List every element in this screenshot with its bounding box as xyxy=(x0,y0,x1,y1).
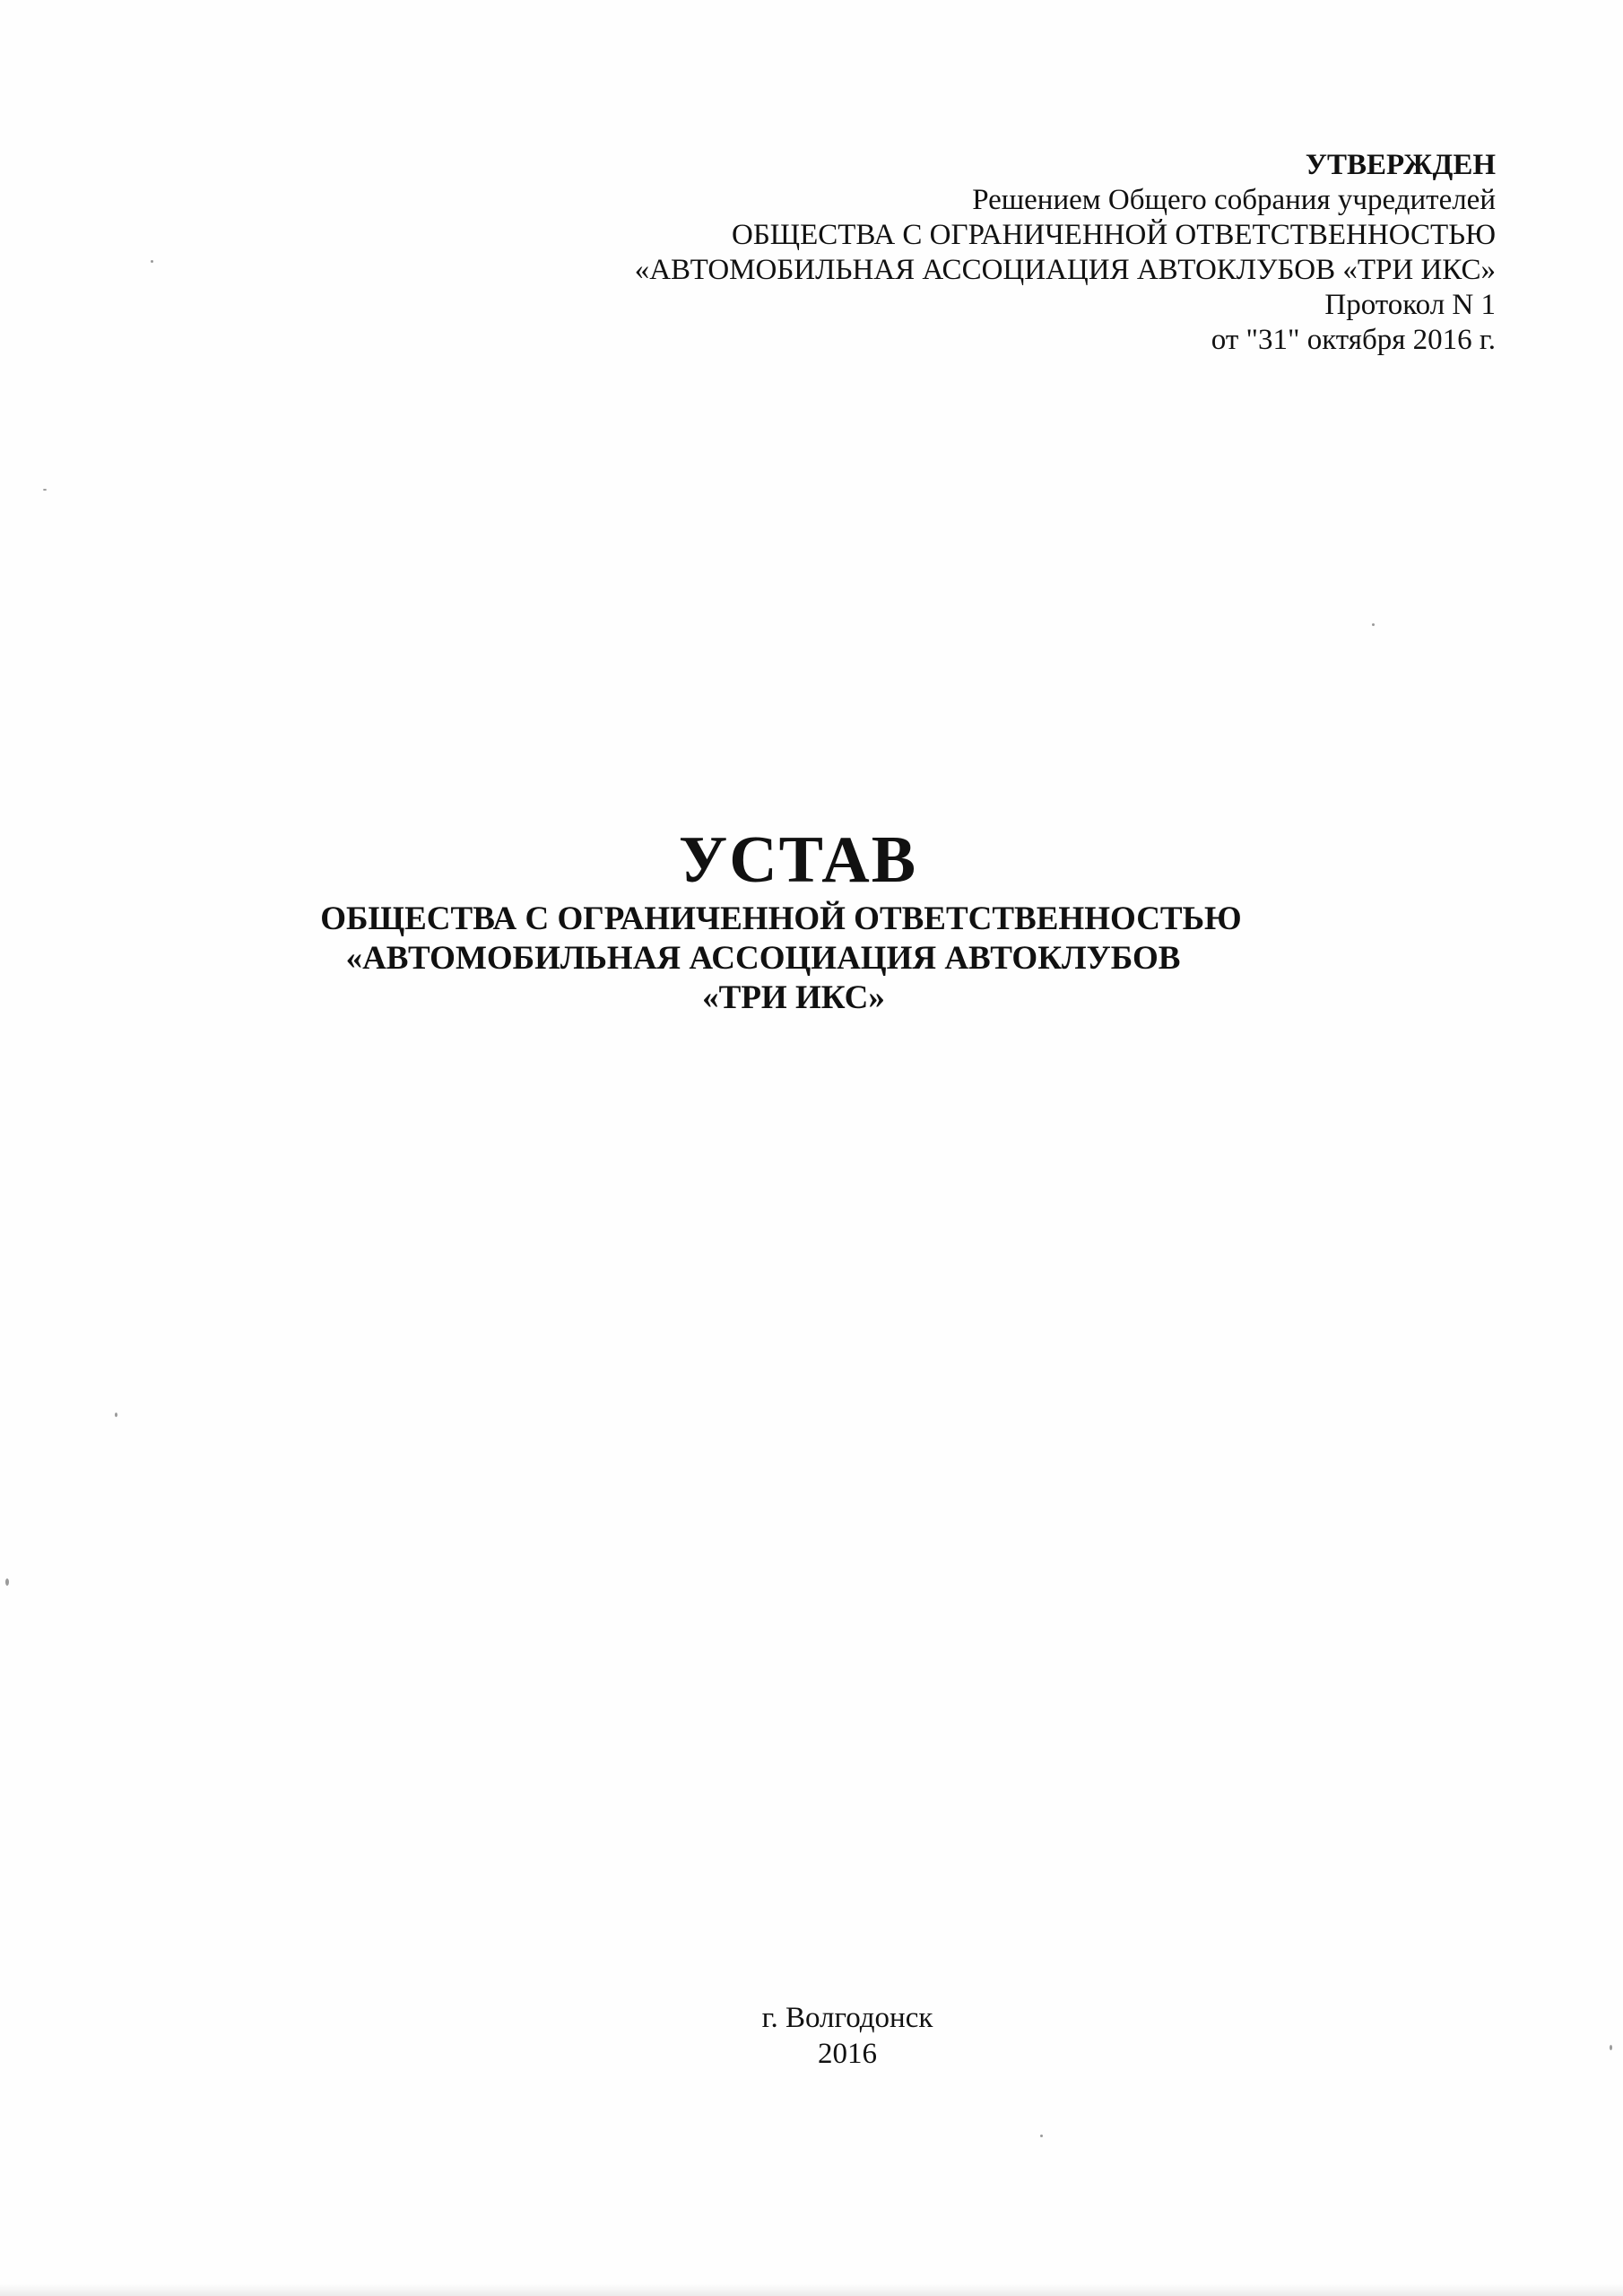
city-name: г. Волгодонск xyxy=(761,2002,933,2034)
title-org-form: ОБЩЕСТВА С ОГРАНИЧЕННОЙ ОТВЕТСТВЕННОСТЬЮ xyxy=(320,900,1242,937)
approval-protocol: Протокол N 1 xyxy=(1324,289,1496,321)
approval-block xyxy=(635,148,1496,358)
document-title: УСТАВ xyxy=(678,823,918,897)
place-and-year xyxy=(0,2000,1623,2072)
approval-org-name: «АВТОМОБИЛЬНАЯ АССОЦИАЦИЯ АВТОКЛУБОВ «ТРИ ИКС» xyxy=(634,254,1496,286)
scan-speck xyxy=(1040,2135,1043,2137)
title-org-name: «АВТОМОБИЛЬНАЯ АССОЦИАЦИЯ АВТОКЛУБОВ xyxy=(345,940,1181,977)
scan-edge xyxy=(0,2283,1623,2296)
scan-speck xyxy=(5,1578,9,1586)
approval-org-form: ОБЩЕСТВА С ОГРАНИЧЕННОЙ ОТВЕТСТВЕННОСТЬЮ xyxy=(732,219,1496,251)
approval-date: от "31" октября 2016 г. xyxy=(1211,324,1496,356)
document-year: 2016 xyxy=(818,2038,877,2070)
scan-speck xyxy=(1372,623,1375,626)
title-org-name-end: «ТРИ ИКС» xyxy=(702,979,885,1016)
scan-speck xyxy=(115,1413,117,1417)
approval-heading: УТВЕРЖДЕН xyxy=(1305,149,1496,181)
approval-decision: Решением Общего собрания учредителей xyxy=(972,184,1496,216)
scan-speck xyxy=(43,489,47,491)
scan-speck xyxy=(1610,2045,1612,2050)
title-block xyxy=(0,821,1623,1018)
scan-speck xyxy=(151,260,153,263)
